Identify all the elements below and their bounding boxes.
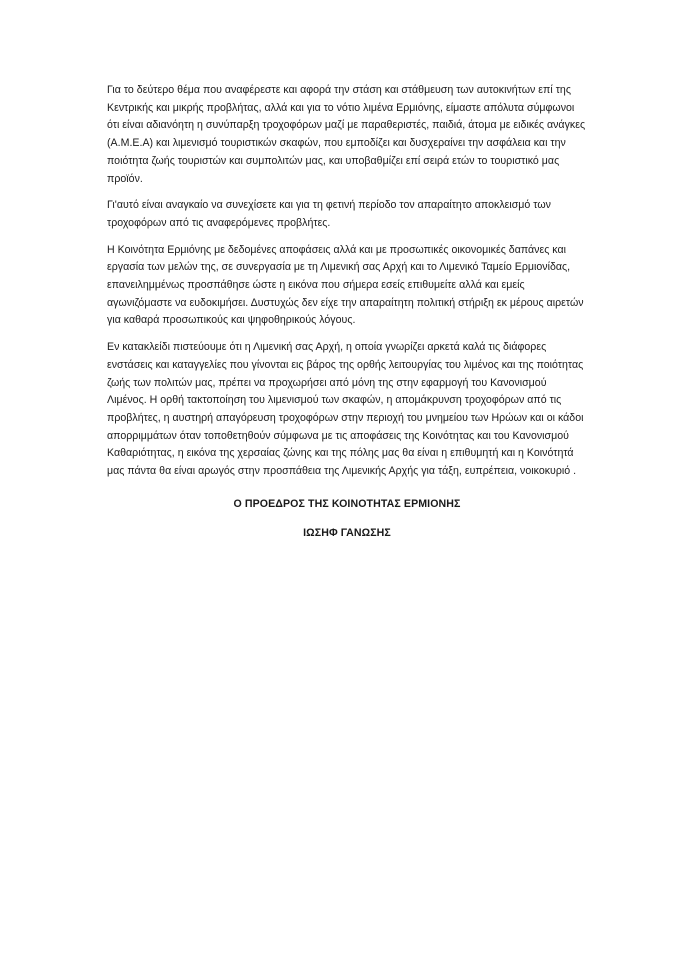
paragraph-community-efforts: Η Κοινότητα Ερμιόνης με δεδομένες αποφάσεις αλλά και με προσωπικές οικονομικές δαπάνες και εργασία των μελών της, σε συνεργασία με τη Λιμενική σας Αρχή και το Λιμενικό Ταμείο Ερμιονίδας, επανειλημμένως προσπάθησε ώστε η εικόνα που σήμερα εσείς επιθυμείτε αλλά και εμείς αγωνιζόμαστε να ευδοκιμήσει. Δυστυχώς δεν είχε την απαραίτητη πολιτική στήριξη εκ μέρους αιρετών για καθαρά προσωπικούς και ψηφοθηρικούς λόγους. [107,243,584,327]
signature-title: Ο ΠΡΟΕΔΡΟΣ ΤΗΣ ΚΟΙΝΟΤΗΤΑΣ ΕΡΜΙΟΝΗΣ [233,497,461,510]
signature-name: ΙΩΣΗΦ ΓΑΝΩΣΗΣ [303,526,391,539]
paragraph-parking: Για το δεύτερο θέμα που αναφέρεστε και αφορά την στάση και στάθμευση των αυτοκινήτων επί της Κεντρικής και μικρής προβλήτας, αλλά και για το νότιο λιμένα Ερμιόνης, είμαστε απόλυτα σύμφωνοι ότι είναι αδιανόητη η συνύπαρξη τροχοφόρων μαζί με παραθεριστές, παιδιά, άτομα με ειδικές ανάγκες (Α.Μ.Ε.Α) και λιμενισμό τουριστικών σκαφών, που εμποδίζει και δυσχεραίνει την ασφάλεια και την ποιότητα ζωής τουριστών και συμπολιτών μας, και υποβαθμίζει επί σειρά ετών το τουριστικό μας προϊόν. [107,84,586,185]
paragraph-conclusion: Εν κατακλείδι πιστεύουμε ότι η Λιμενική σας Αρχή, η οποία γνωρίζει αρκετά καλά τις διάφορες ενστάσεις και καταγγελίες που γίνονται εις βάρος της ορθής λειτουργίας του λιμένος και της ποιότητας ζωής των πολιτών μας, πρέπει να προχωρήσει από μόνη της στην εφαρμογή του Κανονισμού Λιμένος. Η ορθή τακτοποίηση του λιμενισμού των σκαφών, η απομάκρυνση τροχοφόρων από τις προβλήτες, η αυστηρή απαγόρευση τροχοφόρων στην περιοχή του μνημείου των Ηρώων και οι κάδοι απορριμμάτων όταν τοποθετηθούν σύμφωνα με τις αποφάσεις της Κοινότητας και του Κανονισμού Καθαριότητας, η εικόνα της χερσαίας ζώνης και της πόλης μας θα είναι η επιθυμητή και η Κοινότητά μας πάντα θα είναι αρωγός στην προσπάθεια της Λιμενικής Αρχής για τάξη, ευπρέπεια, νοικοκυριό . [107,341,584,478]
document-body [107,82,587,540]
paragraph-vehicle-ban: Γι'αυτό είναι αναγκαίο να συνεχίσετε και για τη φετινή περίοδο τον απαραίτητο αποκλεισμό των τροχοφόρων από τις αναφερόμενες προβλήτες. [107,199,551,229]
